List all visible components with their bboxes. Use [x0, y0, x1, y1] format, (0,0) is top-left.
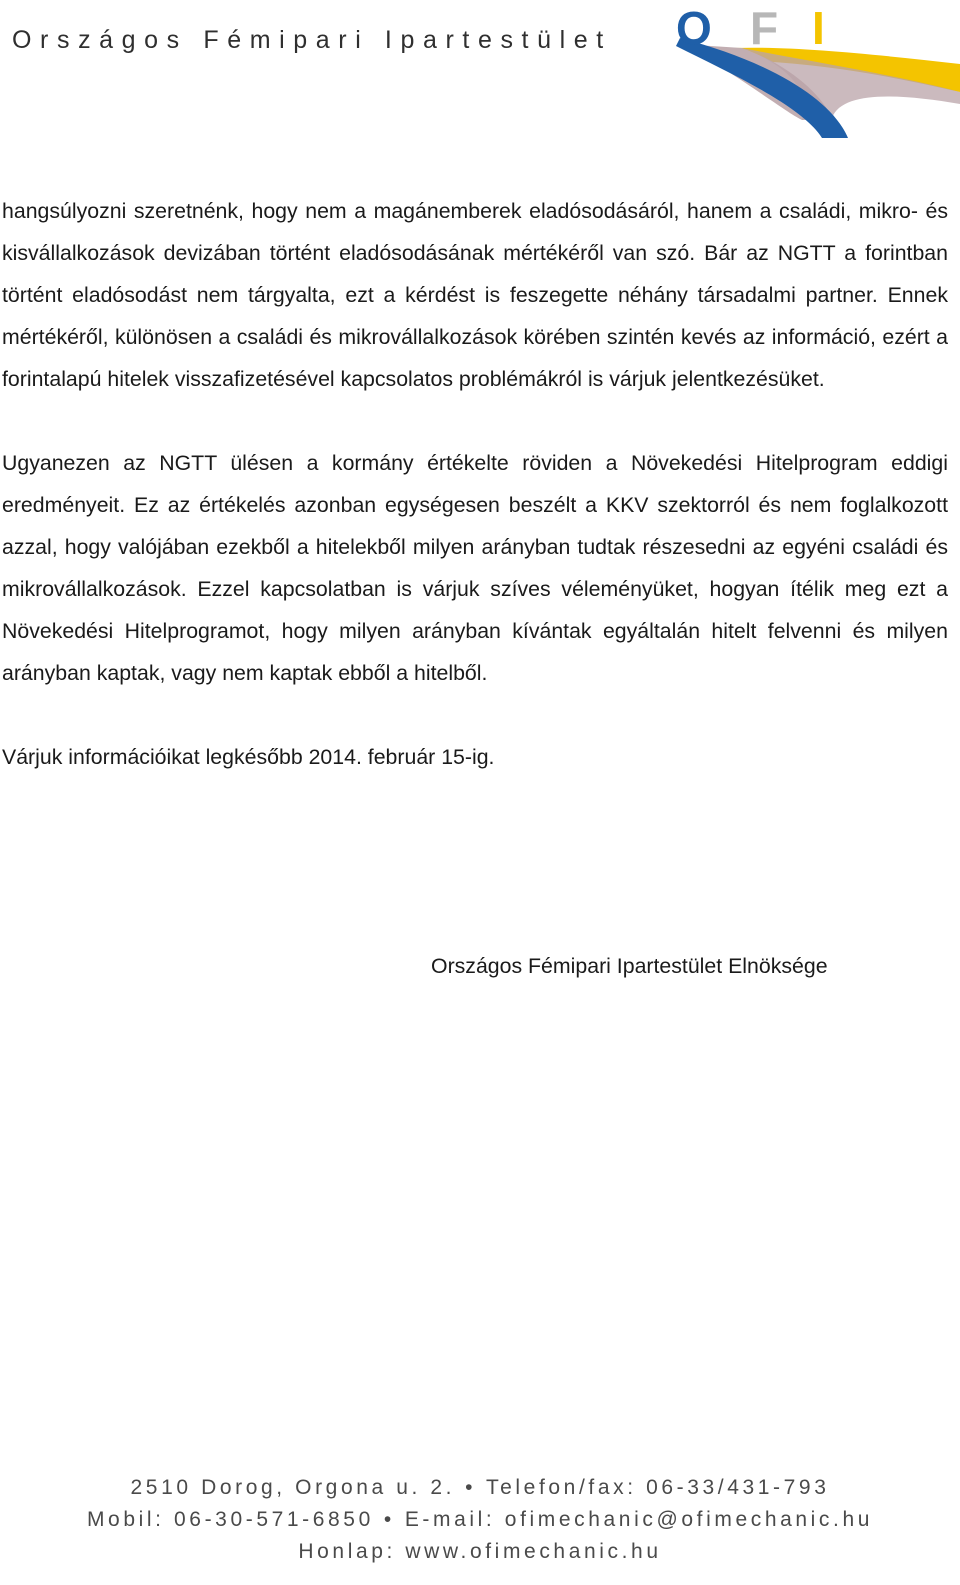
ofi-logo — [672, 0, 960, 142]
organization-name: Országos Fémipari Ipartestület — [12, 26, 612, 54]
footer-address: 2510 Dorog, Orgona u. 2. — [130, 1476, 456, 1499]
footer-website[interactable]: Honlap: www.ofimechanic.hu — [298, 1540, 662, 1563]
logo-letter-i: I — [812, 2, 825, 54]
bullet-icon: • — [383, 1508, 395, 1531]
paragraph-3: Várjuk információikat legkésőbb 2014. február 15-ig. — [2, 745, 495, 769]
footer-phone: Telefon/fax: 06-33/431-793 — [486, 1476, 830, 1499]
signature: Országos Fémipari Ipartestület Elnöksége — [431, 954, 828, 978]
footer-contact — [0, 1472, 960, 1568]
footer-mobile: Mobil: 06-30-571-6850 — [86, 1508, 374, 1531]
footer-line-2 — [0, 1504, 960, 1536]
letter-body — [2, 190, 948, 820]
paragraph-1: hangsúlyozni szeretnénk, hogy nem a magánemberek eladósodásáról, hanem a családi, mikro- és kisvállalkozások devizában történt eladósodásának mértékéről van szó. Bár az NGTT a forintban történt eladósodást nem tárgyalta, ezt a kérdést is feszegette néhány társadalmi partner. Ennek mértékéről, különösen a családi és mikrovállalkozások körében szintén kevés az információ, ezért a forintalapú hitelek visszafizetésével kapcsolatos problémákról is várjuk jelentkezésüket. — [2, 199, 948, 391]
footer-line-1 — [0, 1472, 960, 1504]
footer-line-3 — [0, 1536, 960, 1568]
logo-letter-f: F — [750, 2, 779, 54]
paragraph-2: Ugyanezen az NGTT ülésen a kormány értékelte röviden a Növekedési Hitelprogram eddigi eredményeit. Ez az értékelés azonban egységesen beszélt a KKV szektorról és nem foglalkozott azzal, hogy valójában ezekből a hitelekből milyen arányban tudtak részesedni az egyéni családi és mikrovállalkozások. Ezzel kapcsolatban is várjuk szíves véleményüket, hogyan ítélik meg ezt a Növekedési Hitelprogramot, hogy milyen arányban kívántak egyáltalán hitelt felvenni és milyen arányban kaptak, vagy nem kaptak ebből a hitelből. — [2, 451, 948, 685]
bullet-icon: • — [465, 1476, 477, 1499]
footer-email[interactable]: E-mail: ofimechanic@ofimechanic.hu — [404, 1508, 874, 1531]
logo-letter-o: O — [676, 2, 712, 54]
